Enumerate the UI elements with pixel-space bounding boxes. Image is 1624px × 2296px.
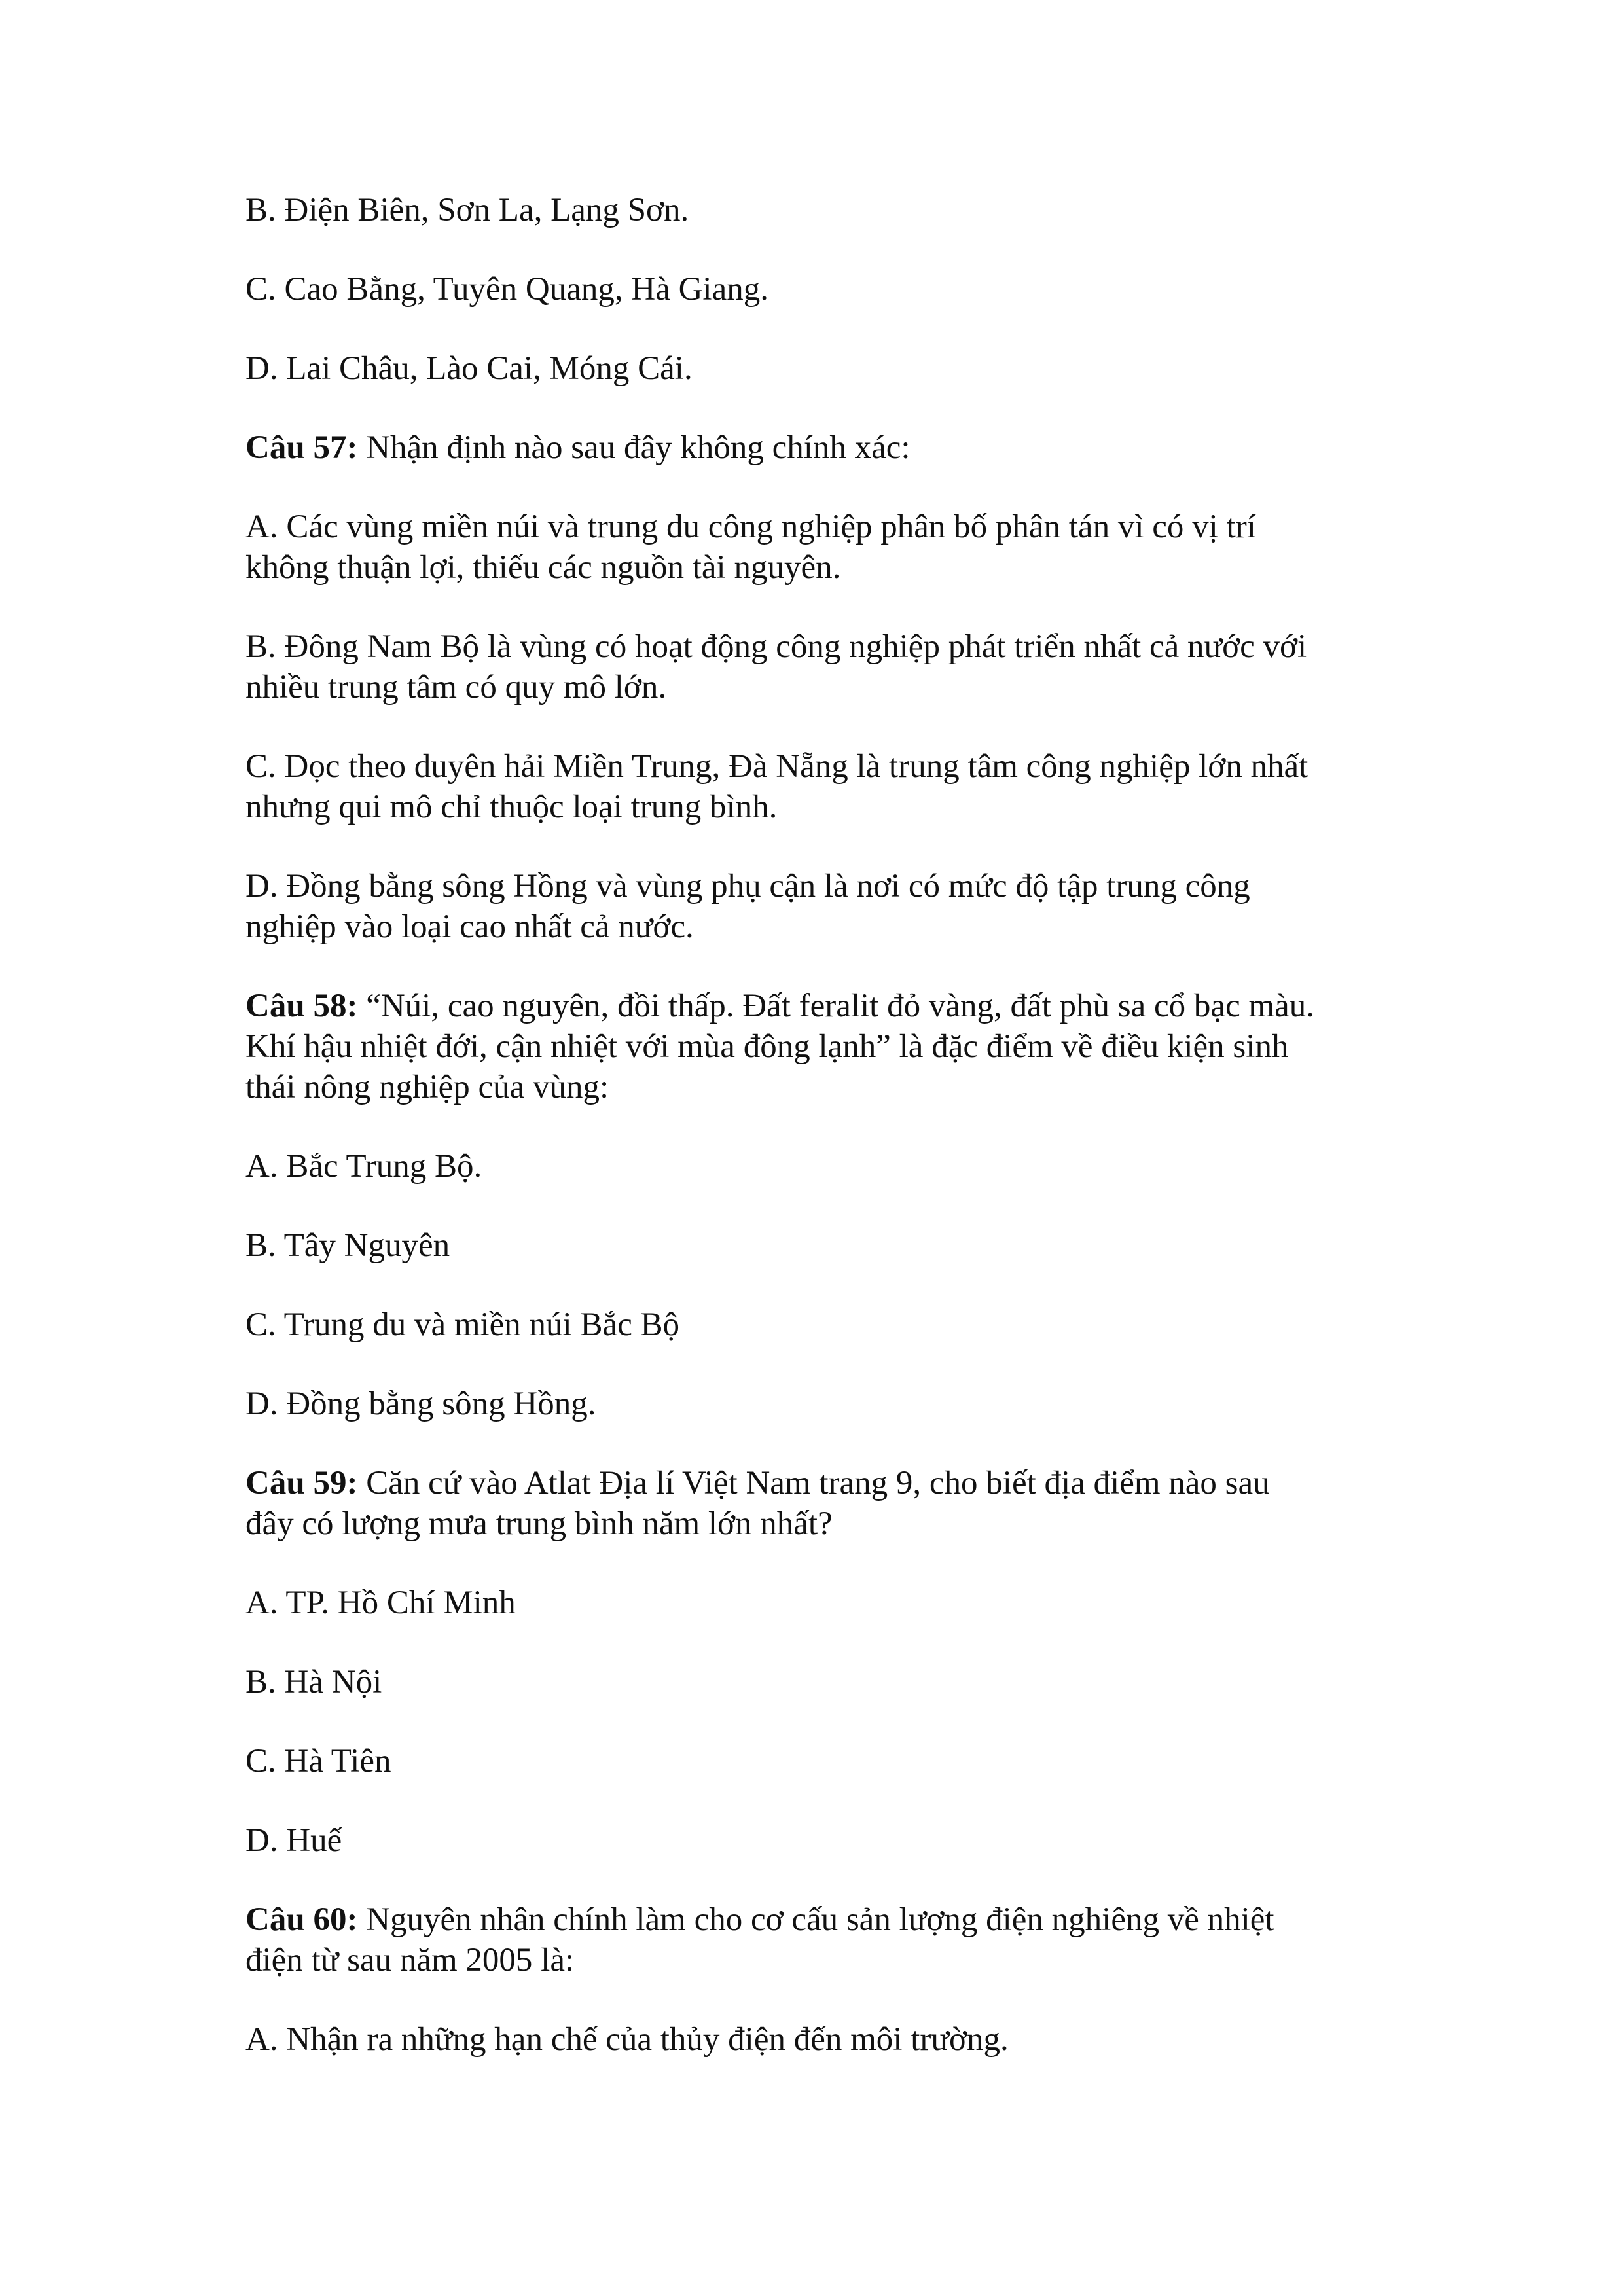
text-line: không thuận lợi, thiếu các nguồn tài nguyên.	[245, 549, 841, 586]
question-text	[245, 427, 1417, 468]
text-line: nghiệp vào loại cao nhất cả nước.	[245, 908, 694, 945]
text-line: nhưng qui mô chỉ thuộc loại trung bình.	[245, 789, 778, 825]
answer-option	[245, 746, 1417, 827]
question-text	[245, 986, 1417, 1107]
question-number: Câu 58:	[245, 988, 358, 1024]
answer-option	[245, 1146, 1417, 1187]
text-line	[245, 986, 1417, 1026]
text-line: A. TP. Hồ Chí Minh	[245, 1585, 516, 1621]
text-line: D. Đồng bằng sông Hồng.	[245, 1386, 596, 1422]
text-line: B. Đông Nam Bộ là vùng có hoạt động công nghiệp phát triển nhất cả nước với	[245, 628, 1307, 665]
text-line: D. Lai Châu, Lào Cai, Móng Cái.	[245, 350, 693, 387]
text-line: Khí hậu nhiệt đới, cận nhiệt với mùa đông lạnh” là đặc điểm về điều kiện sinh	[245, 1028, 1289, 1065]
text-line	[245, 1899, 1417, 1940]
text-line	[245, 1463, 1417, 1503]
question-number: Câu 60:	[245, 1901, 358, 1938]
answer-option	[245, 1304, 1417, 1345]
answer-option	[245, 190, 1417, 230]
text-line: C. Cao Bằng, Tuyên Quang, Hà Giang.	[245, 271, 768, 308]
text-line	[245, 427, 1417, 468]
text-line: B. Điện Biên, Sơn La, Lạng Sơn.	[245, 192, 689, 228]
text-line: C. Trung du và miền núi Bắc Bộ	[245, 1306, 680, 1343]
text-line: thái nông nghiệp của vùng:	[245, 1069, 609, 1105]
text-line: C. Dọc theo duyên hải Miền Trung, Đà Nẵng là trung tâm công nghiệp lớn nhất	[245, 748, 1308, 785]
question-text	[245, 1899, 1417, 1981]
answer-option	[245, 1662, 1417, 1702]
question-body: “Núi, cao nguyên, đồi thấp. Đất feralit đỏ vàng, đất phù sa cổ bạc màu.	[357, 988, 1314, 1024]
question-body: Nguyên nhân chính làm cho cơ cấu sản lượng điện nghiêng về nhiệt	[357, 1901, 1274, 1938]
text-line: A. Bắc Trung Bộ.	[245, 1148, 482, 1185]
question-body: Nhận định nào sau đây không chính xác:	[357, 429, 911, 466]
text-line: nhiều trung tâm có quy mô lớn.	[245, 669, 667, 706]
text-line: A. Các vùng miền núi và trung du công nghiệp phân bố phân tán vì có vị trí	[245, 509, 1256, 545]
answer-option	[245, 348, 1417, 389]
text-line: C. Hà Tiên	[245, 1743, 391, 1780]
question-text	[245, 1463, 1417, 1544]
question-number: Câu 59:	[245, 1465, 358, 1501]
answer-option	[245, 866, 1417, 947]
answer-option	[245, 1820, 1417, 1861]
document-page	[245, 190, 1417, 2098]
text-line: B. Tây Nguyên	[245, 1227, 450, 1264]
answer-option	[245, 507, 1417, 588]
text-line: A. Nhận ra những hạn chế của thủy điện đến môi trường.	[245, 2021, 1009, 2058]
text-line: đây có lượng mưa trung bình năm lớn nhất?	[245, 1505, 833, 1542]
question-number: Câu 57:	[245, 429, 358, 466]
answer-option	[245, 2019, 1417, 2060]
answer-option	[245, 1384, 1417, 1424]
text-line: điện từ sau năm 2005 là:	[245, 1942, 575, 1979]
answer-option	[245, 626, 1417, 708]
answer-option	[245, 269, 1417, 310]
question-body: Căn cứ vào Atlat Địa lí Việt Nam trang 9, cho biết địa điểm nào sau	[357, 1465, 1270, 1501]
text-line: D. Huế	[245, 1822, 342, 1859]
text-line: B. Hà Nội	[245, 1664, 382, 1700]
answer-option	[245, 1225, 1417, 1266]
text-line: D. Đồng bằng sông Hồng và vùng phụ cận là nơi có mức độ tập trung công	[245, 868, 1250, 905]
answer-option	[245, 1741, 1417, 1782]
answer-option	[245, 1583, 1417, 1623]
